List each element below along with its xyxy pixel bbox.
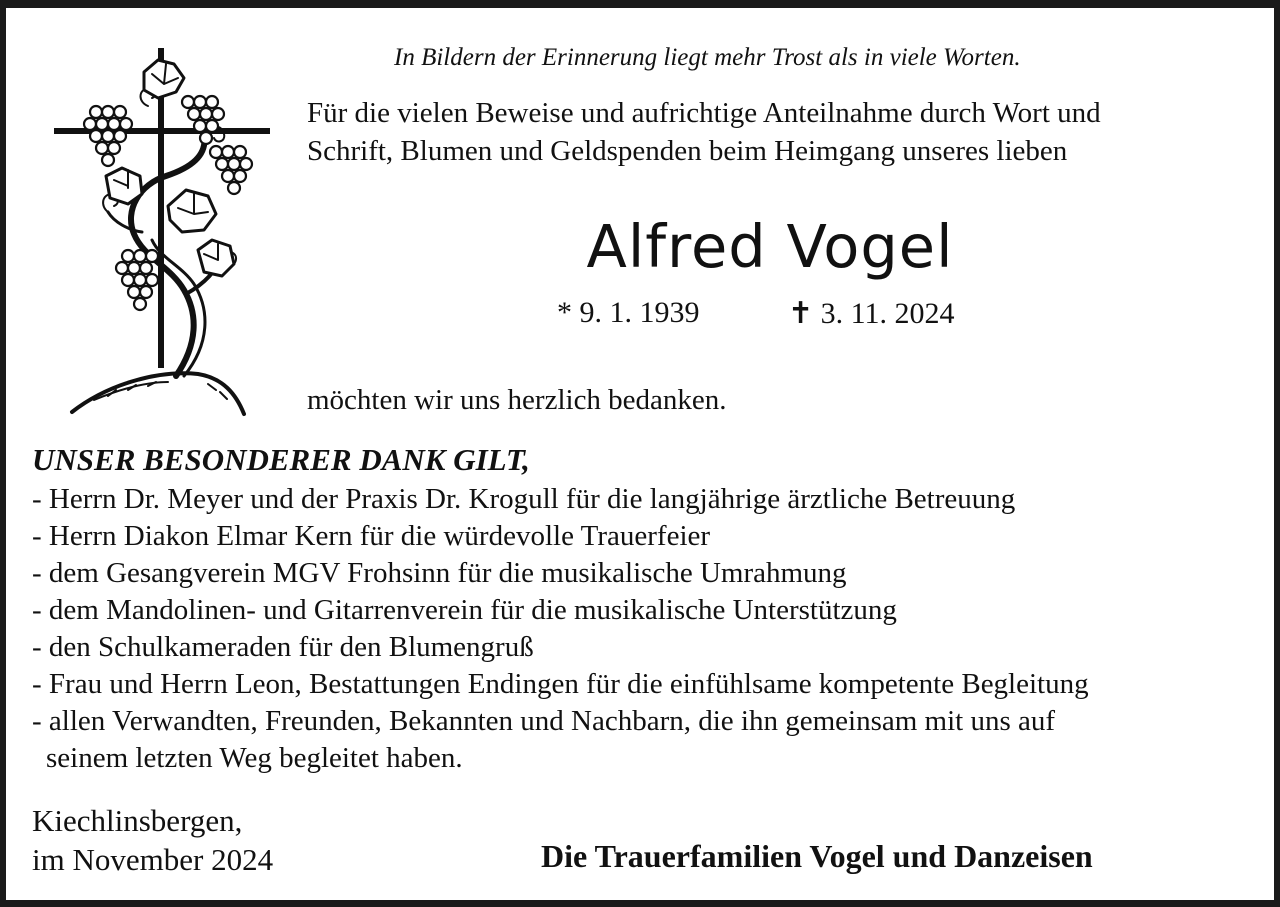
family-signature: Die Trauerfamilien Vogel und Danzeisen: [541, 838, 1093, 874]
date-line: im November 2024: [32, 842, 274, 877]
list-item: - dem Gesangverein MGV Frohsinn für die musikalische Umrahmung: [32, 557, 847, 589]
list-item-continuation: seinem letzten Weg begleitet haben.: [46, 742, 463, 774]
special-thanks-heading: UNSER BESONDERER DANK GILT,: [32, 442, 530, 477]
list-item: - Herrn Dr. Meyer und der Praxis Dr. Krogull für die langjährige ärztliche Betreuung: [32, 483, 1016, 515]
memorial-motto: In Bildern der Erinnerung liegt mehr Trost als in viele Worten.: [394, 44, 1021, 71]
list-item: - allen Verwandten, Freunden, Bekannten und Nachbarn, die ihn gemeinsam mit uns auf: [32, 705, 1056, 737]
intro-line: Für die vielen Beweise und aufrichtige Anteilnahme durch Wort und: [307, 97, 1101, 129]
list-item: - Frau und Herrn Leon, Bestattungen Endingen für die einfühlsame kompetente Begleitung: [32, 668, 1089, 700]
intro-line: Schrift, Blumen und Geldspenden beim Heimgang unseres lieben: [307, 135, 1068, 167]
intro-paragraph: [307, 94, 1101, 170]
place-line: Kiechlinsbergen,: [32, 803, 243, 838]
birth-date: * 9. 1. 1939: [557, 296, 700, 329]
place-and-date: [32, 801, 273, 879]
list-item: - Herrn Diakon Elmar Kern für die würdevolle Trauerfeier: [32, 520, 711, 552]
deceased-name: Alfred Vogel: [586, 212, 954, 281]
thanks-list: [32, 481, 1089, 777]
list-item: - den Schulkameraden für den Blumengruß: [32, 631, 534, 663]
thanks-line: möchten wir uns herzlich bedanken.: [307, 384, 727, 416]
death-date: ✝ 3. 11. 2024: [788, 297, 955, 330]
cross-with-grapevine-icon: [48, 44, 278, 420]
list-item: - dem Mandolinen- und Gitarrenverein für die musikalische Unterstützung: [32, 594, 897, 626]
